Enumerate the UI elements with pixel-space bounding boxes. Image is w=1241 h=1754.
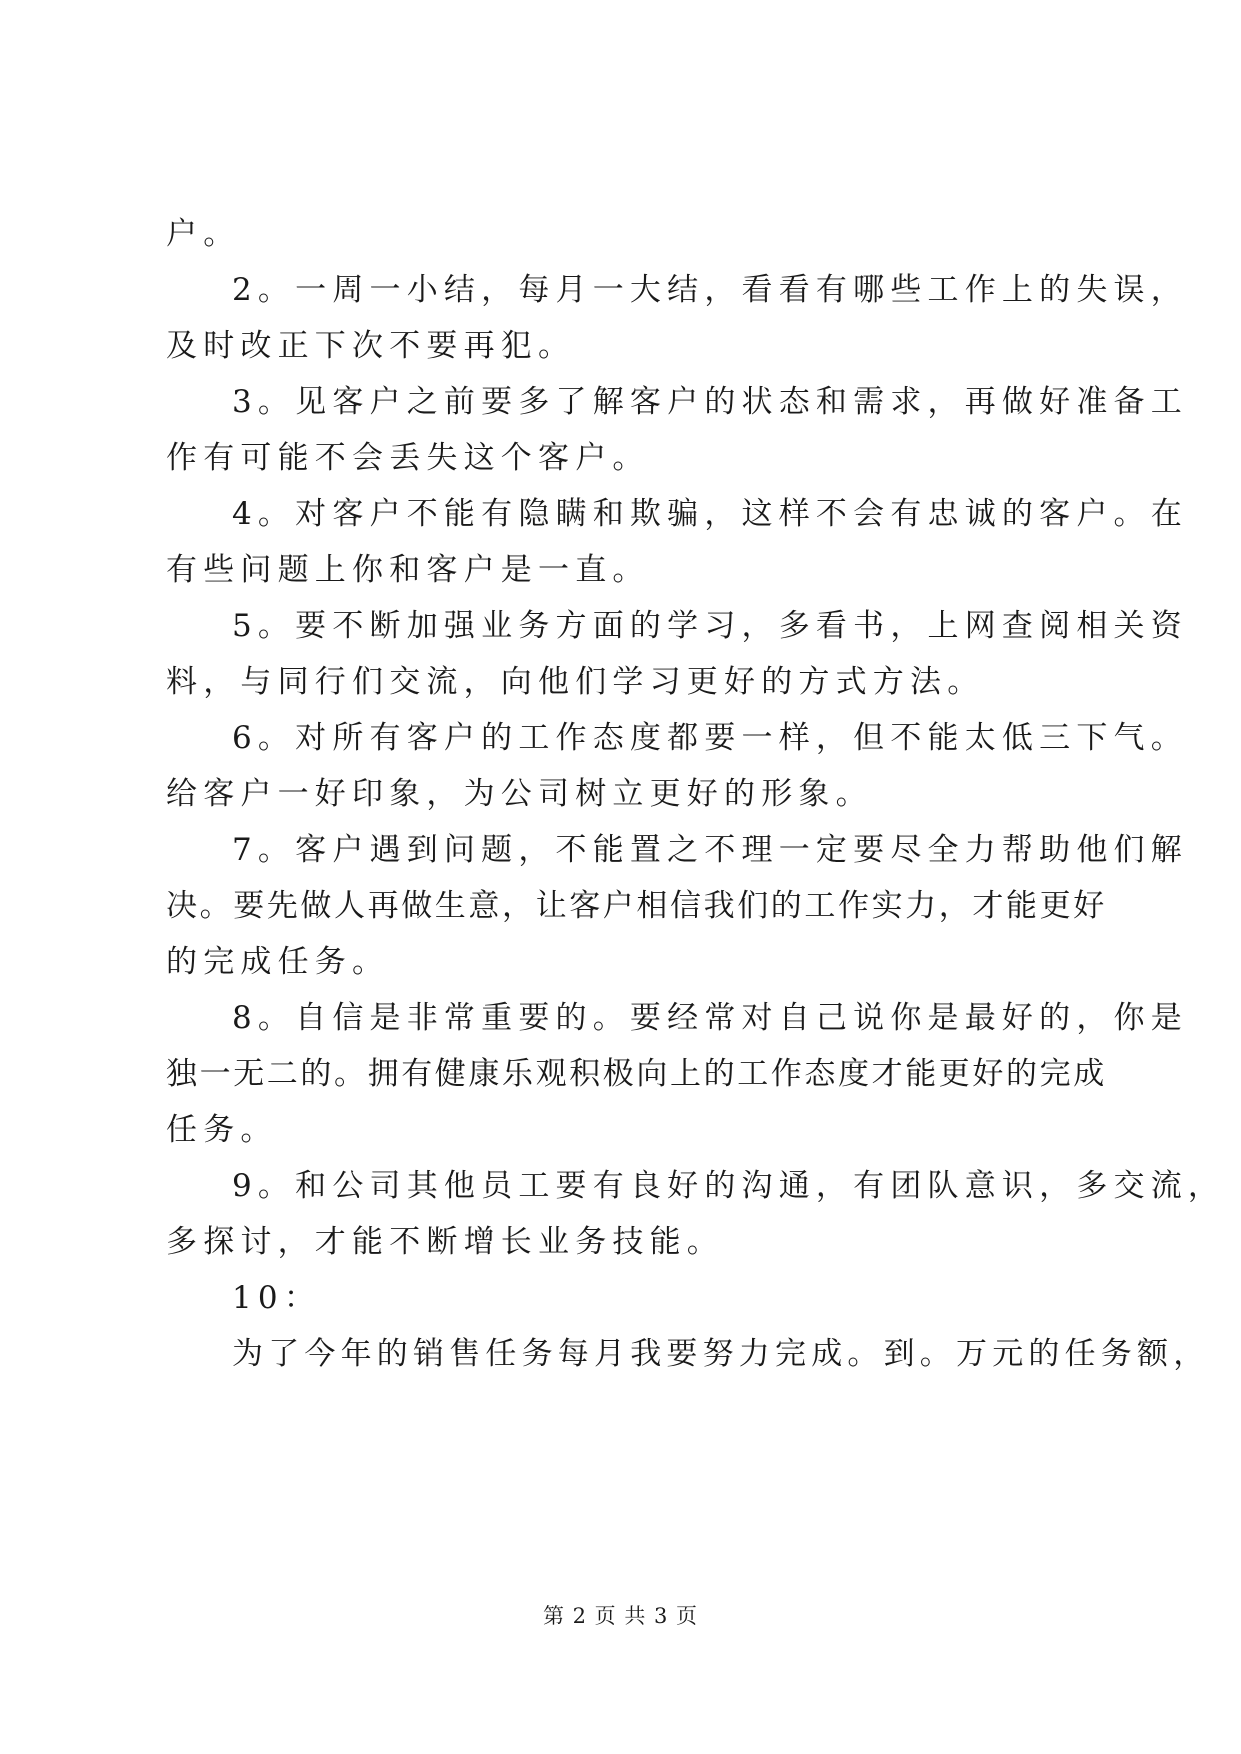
text-line-21: 为了今年的销售任务每月我要努力完成。到。万元的任务额， xyxy=(232,1336,1210,1372)
text-line-20: 10： xyxy=(232,1280,322,1316)
text-line-15: 8。自信是非常重要的。要经常对自己说你是最好的，你是 xyxy=(232,1000,1188,1036)
text-line-5: 作有可能不会丢失这个客户。 xyxy=(166,440,650,476)
text-line-10: 6。对所有客户的工作态度都要一样，但不能太低三下气。 xyxy=(232,720,1188,756)
text-line-6: 4。对客户不能有隐瞒和欺骗，这样不会有忠诚的客户。在 xyxy=(232,496,1188,532)
text-line-16: 独一无二的。拥有健康乐观积极向上的工作态度才能更好的完成 xyxy=(166,1056,1107,1092)
text-line-1: 户。 xyxy=(166,216,241,252)
text-line-11: 给客户一好印象，为公司树立更好的形象。 xyxy=(166,776,873,812)
text-line-12: 7。客户遇到问题，不能置之不理一定要尽全力帮助他们解 xyxy=(232,832,1188,868)
text-line-3: 及时改正下次不要再犯。 xyxy=(166,328,576,364)
text-line-7: 有些问题上你和客户是一直。 xyxy=(166,552,650,588)
text-line-9: 料，与同行们交流，向他们学习更好的方式方法。 xyxy=(166,664,985,700)
text-line-4: 3。见客户之前要多了解客户的状态和需求，再做好准备工 xyxy=(232,384,1188,420)
text-line-2: 2。一周一小结，每月一大结，看看有哪些工作上的失误， xyxy=(232,272,1188,308)
page-number-footer: 第 2 页 共 3 页 xyxy=(542,1604,699,1628)
text-line-8: 5。要不断加强业务方面的学习，多看书，上网查阅相关资 xyxy=(232,608,1188,644)
text-line-18: 9。和公司其他员工要有良好的沟通，有团队意识，多交流， xyxy=(232,1168,1226,1204)
text-line-17: 任务。 xyxy=(166,1112,278,1148)
text-line-14: 的完成任务。 xyxy=(166,944,390,980)
text-line-13: 决。要先做人再做生意，让客户相信我们的工作实力，才能更好 xyxy=(166,888,1107,924)
text-line-19: 多探讨，才能不断增长业务技能。 xyxy=(166,1224,724,1260)
